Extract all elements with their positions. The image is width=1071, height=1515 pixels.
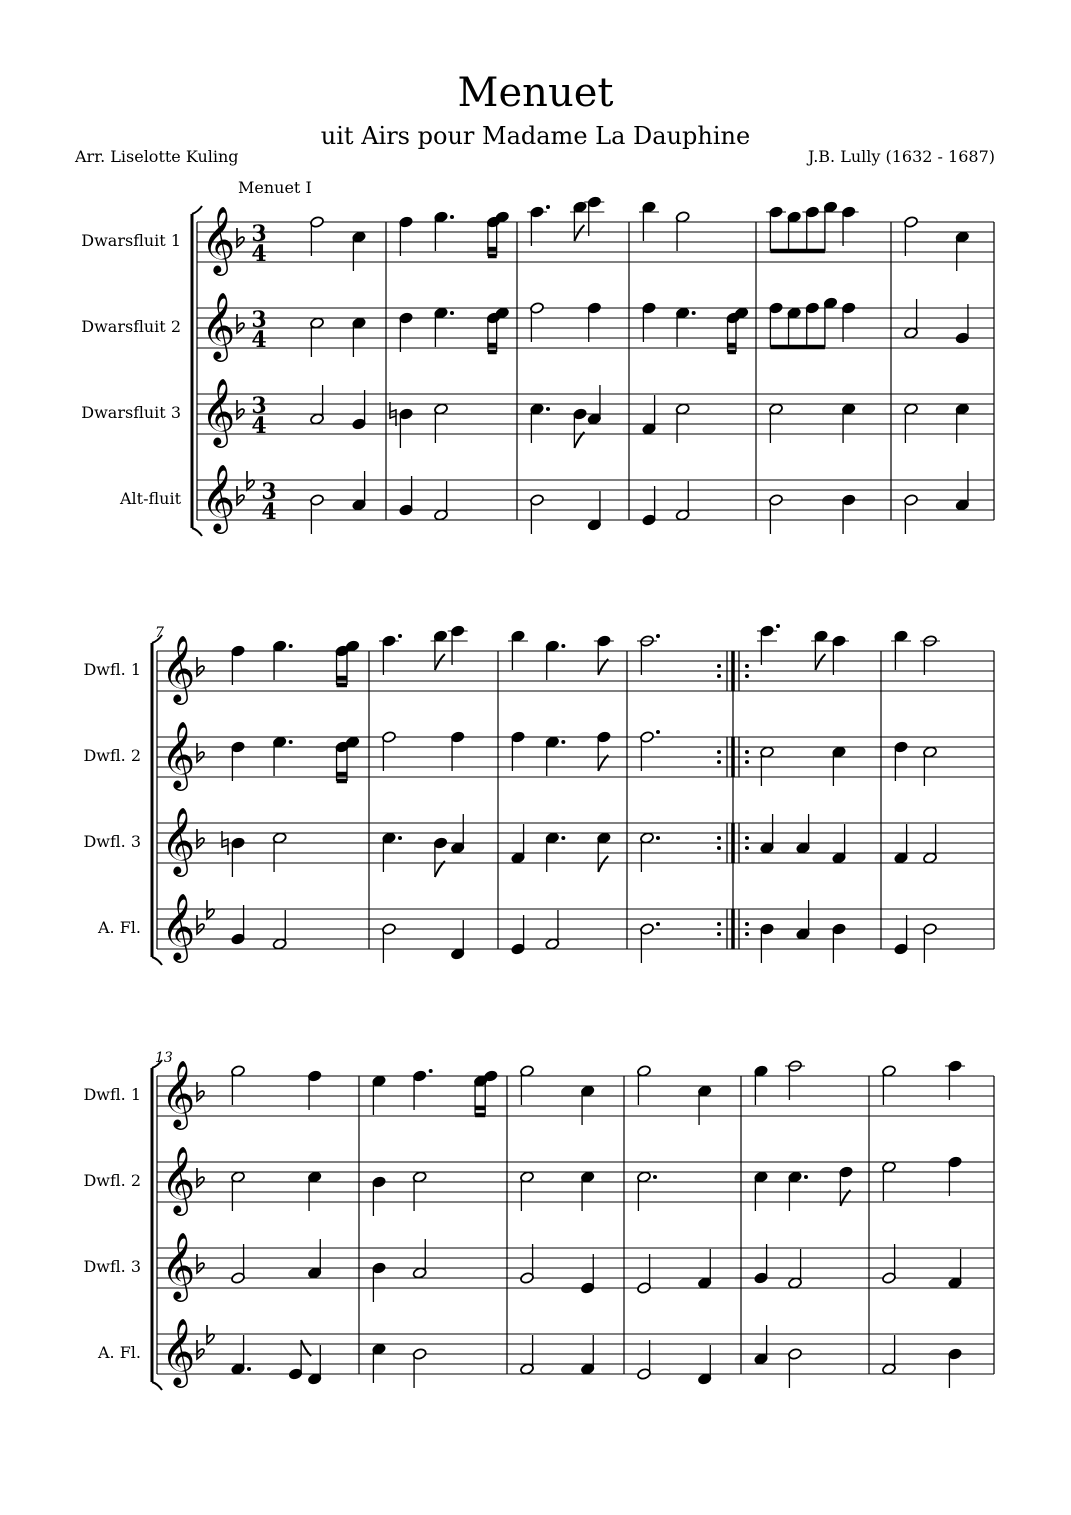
treble-clef-icon: 𝄞 — [201, 205, 236, 273]
flat-sign — [197, 1254, 204, 1273]
note — [545, 640, 565, 680]
augmentation-dot — [656, 836, 660, 840]
note — [832, 824, 847, 864]
note — [841, 302, 856, 342]
flat-sign — [237, 228, 244, 247]
augmentation-dot — [398, 634, 402, 638]
flat-sign — [197, 743, 204, 762]
treble-clef-icon: 𝄞 — [201, 377, 236, 445]
note — [829, 635, 849, 675]
note — [352, 390, 367, 430]
staff-4 — [97, 1317, 994, 1388]
note — [307, 1070, 322, 1110]
note — [597, 731, 612, 771]
augmentation-dot — [561, 740, 565, 744]
note — [345, 736, 360, 776]
staff-2 — [83, 1145, 994, 1216]
note — [352, 471, 367, 511]
note — [894, 824, 909, 864]
note — [697, 1085, 712, 1125]
note — [769, 302, 784, 342]
treble-clef-icon: 𝄞 — [161, 1145, 196, 1213]
note — [841, 494, 856, 534]
note — [352, 231, 367, 271]
note — [675, 403, 690, 443]
repeat-dot — [717, 836, 721, 840]
note — [640, 922, 660, 963]
note — [788, 1171, 808, 1211]
note — [431, 630, 451, 670]
note — [580, 1254, 595, 1294]
repeat-dot — [717, 922, 721, 926]
treble-clef-icon: 𝄞 — [201, 291, 236, 359]
note — [412, 1069, 432, 1110]
note — [495, 211, 510, 251]
note — [272, 910, 287, 950]
note — [955, 471, 970, 511]
instrument-label: Alt-fluit — [119, 489, 181, 508]
treble-clef-icon: 𝄞 — [161, 1059, 196, 1127]
flag — [598, 856, 608, 872]
flag — [815, 654, 825, 670]
note — [382, 832, 402, 872]
note — [760, 923, 775, 963]
note — [904, 494, 919, 534]
note — [697, 1345, 712, 1385]
treble-clef-icon: 𝄞 — [161, 1317, 196, 1385]
note — [450, 920, 465, 960]
note — [802, 206, 822, 246]
repeat-dot — [745, 664, 749, 668]
treble-clef-icon: 𝄞 — [161, 806, 196, 874]
note — [597, 832, 612, 872]
note — [734, 307, 749, 347]
note — [637, 1171, 657, 1211]
note — [923, 746, 938, 786]
augmentation-dot — [656, 634, 660, 638]
instrument-label: Dwarsfluit 3 — [81, 403, 181, 422]
note — [769, 494, 784, 534]
note — [832, 746, 847, 786]
note — [484, 1070, 499, 1110]
note — [642, 302, 657, 342]
note — [948, 1156, 963, 1196]
note — [511, 915, 526, 955]
repeat-dot — [717, 750, 721, 754]
note — [637, 634, 660, 675]
note — [307, 1239, 322, 1279]
augmentation-dot — [804, 1175, 808, 1179]
note — [675, 211, 690, 251]
repeat-dot — [745, 750, 749, 754]
note — [839, 206, 859, 246]
augmentation-dot — [546, 205, 550, 209]
staff-1 — [83, 624, 994, 705]
repeat-dot — [745, 760, 749, 764]
staff-1 — [83, 1059, 994, 1130]
note — [882, 1244, 897, 1284]
augmentation-dot — [656, 730, 660, 734]
note — [787, 211, 802, 251]
staff-2 — [81, 291, 994, 362]
note — [587, 385, 602, 425]
repeat-dot — [745, 674, 749, 678]
note — [272, 640, 292, 680]
note — [231, 1065, 246, 1105]
treble-clef-icon: 𝄞 — [161, 720, 196, 788]
staff-1 — [81, 196, 994, 276]
note — [434, 403, 449, 443]
note — [948, 1348, 963, 1388]
note — [766, 206, 786, 246]
note — [675, 481, 690, 521]
augmentation-dot — [429, 1069, 433, 1073]
note — [545, 832, 565, 872]
note — [231, 905, 246, 945]
augmentation-dot — [289, 644, 293, 648]
note — [530, 302, 545, 342]
augmentation-dot — [561, 836, 565, 840]
note — [594, 635, 614, 675]
flat-sign — [197, 829, 204, 848]
note — [527, 205, 550, 246]
treble-clef-icon: 𝄞 — [161, 634, 196, 702]
instrument-label: Dwfl. 2 — [83, 1171, 141, 1190]
note — [310, 216, 325, 256]
note — [587, 491, 602, 531]
note — [796, 900, 811, 940]
note — [412, 1171, 427, 1211]
instrument-label: A. Fl. — [97, 918, 141, 937]
time-signature-bottom: 4 — [251, 241, 267, 267]
note — [894, 915, 909, 955]
note — [520, 1244, 535, 1284]
note — [955, 231, 970, 271]
note — [307, 1345, 322, 1385]
repeat-dot — [745, 932, 749, 936]
instrument-label: A. Fl. — [97, 1343, 141, 1362]
instrument-label: Dwfl. 1 — [83, 660, 141, 679]
measure-number: 13 — [155, 1050, 173, 1066]
staff-3 — [83, 806, 994, 877]
note — [231, 1335, 251, 1375]
note — [904, 299, 919, 339]
augmentation-dot — [561, 644, 565, 648]
system-1 — [81, 196, 994, 536]
repeat-dot — [717, 846, 721, 850]
note — [272, 832, 287, 872]
note — [787, 307, 802, 347]
augmentation-dot — [692, 311, 696, 315]
note — [637, 1065, 652, 1105]
note — [955, 403, 970, 443]
time-signature-top: 3 — [261, 479, 277, 505]
staff-4 — [97, 892, 994, 963]
note — [891, 630, 911, 670]
augmentation-dot — [656, 922, 660, 926]
note — [310, 385, 325, 425]
flag — [574, 225, 584, 241]
note — [379, 634, 402, 675]
flat-sign — [197, 1340, 204, 1359]
augmentation-dot — [653, 1175, 657, 1179]
note — [904, 403, 919, 443]
augmentation-dot — [247, 1367, 251, 1371]
note — [923, 824, 938, 864]
staff-3 — [83, 1231, 994, 1302]
note — [433, 837, 448, 877]
composer-credit: J.B. Lully (1632 - 1687) — [808, 147, 995, 166]
note — [448, 625, 468, 665]
note — [231, 645, 246, 685]
note — [894, 741, 909, 781]
note — [955, 304, 970, 344]
flat-sign — [197, 1168, 204, 1187]
note — [520, 1335, 535, 1375]
treble-clef-icon: 𝄞 — [161, 1231, 196, 1299]
note — [769, 403, 784, 443]
augmentation-dot — [546, 407, 550, 411]
note — [412, 1348, 427, 1388]
note — [785, 1060, 805, 1100]
treble-clef-icon: 𝄞 — [161, 892, 196, 960]
staff-2 — [83, 720, 994, 791]
note — [675, 307, 695, 347]
system-3 — [83, 1050, 994, 1390]
augmentation-dot — [776, 624, 780, 628]
note — [841, 403, 856, 443]
note — [382, 923, 397, 963]
note — [823, 297, 838, 337]
note — [307, 1171, 322, 1211]
note — [760, 814, 775, 854]
repeat-dot — [717, 664, 721, 668]
note — [788, 1249, 803, 1289]
time-signature-top: 3 — [251, 393, 267, 419]
note — [231, 741, 246, 781]
note — [495, 307, 510, 347]
note — [796, 814, 811, 854]
note — [530, 403, 550, 443]
note — [788, 1348, 803, 1388]
instrument-label: Dwarsfluit 2 — [81, 317, 181, 336]
note — [811, 630, 831, 670]
note — [570, 201, 590, 241]
note — [352, 317, 367, 357]
note — [545, 736, 565, 776]
page-title: Menuet — [457, 70, 614, 116]
flat-sign — [197, 657, 204, 676]
repeat-dot — [717, 674, 721, 678]
note — [345, 640, 360, 680]
note — [757, 624, 780, 665]
note — [923, 923, 938, 963]
note — [587, 302, 602, 342]
note — [640, 730, 660, 771]
note — [754, 1244, 769, 1284]
flat-sign — [237, 400, 244, 419]
note — [390, 402, 413, 448]
repeat-dot — [745, 922, 749, 926]
note — [399, 216, 414, 256]
note — [508, 630, 528, 670]
note — [434, 307, 454, 347]
note — [310, 317, 325, 357]
augmentation-dot — [450, 311, 454, 315]
note — [821, 201, 841, 241]
note — [434, 481, 449, 521]
note — [697, 1249, 712, 1289]
note — [372, 1176, 387, 1216]
note — [372, 1343, 387, 1383]
note — [580, 1171, 595, 1211]
flag — [435, 654, 445, 670]
staff-4 — [119, 463, 994, 534]
note — [882, 1161, 897, 1201]
flat-sign — [197, 1082, 204, 1101]
augmentation-dot — [289, 740, 293, 744]
system-2 — [83, 624, 994, 965]
note — [945, 1060, 965, 1100]
instrument-label: Dwfl. 3 — [83, 1257, 141, 1276]
note — [222, 831, 245, 877]
time-signature-bottom: 4 — [251, 413, 267, 439]
note — [639, 201, 659, 241]
note — [637, 1340, 652, 1380]
note — [231, 1244, 246, 1284]
note — [573, 408, 588, 448]
note — [520, 1065, 535, 1105]
note — [412, 1239, 427, 1279]
note — [642, 395, 657, 435]
note — [372, 1075, 387, 1115]
note — [511, 824, 526, 864]
note — [642, 486, 657, 526]
note — [511, 731, 526, 771]
flat-sign — [197, 915, 204, 934]
note — [310, 494, 325, 534]
time-signature-top: 3 — [251, 221, 267, 247]
note — [580, 1085, 595, 1125]
note — [832, 923, 847, 963]
instrument-label: Dwfl. 2 — [83, 746, 141, 765]
note — [399, 476, 414, 516]
note — [882, 1335, 897, 1375]
repeat-dot — [717, 760, 721, 764]
note — [399, 312, 414, 352]
note — [760, 746, 775, 786]
augmentation-dot — [398, 836, 402, 840]
note — [272, 736, 292, 776]
note — [450, 731, 465, 771]
note — [882, 1065, 897, 1105]
treble-clef-icon: 𝄞 — [201, 463, 236, 531]
note — [580, 1335, 595, 1375]
note — [805, 302, 820, 342]
note — [372, 1262, 387, 1302]
note — [640, 832, 660, 872]
instrument-label: Dwfl. 3 — [83, 832, 141, 851]
note — [231, 1171, 246, 1211]
time-signature-bottom: 4 — [251, 327, 267, 353]
repeat-dot — [717, 932, 721, 936]
note — [520, 1171, 535, 1211]
arranger-credit: Arr. Liselotte Kuling — [75, 147, 239, 166]
note — [382, 731, 397, 771]
augmentation-dot — [450, 215, 454, 219]
repeat-dot — [745, 846, 749, 850]
instrument-label: Dwfl. 1 — [83, 1085, 141, 1104]
note — [754, 1065, 769, 1105]
note — [948, 1249, 963, 1289]
note — [839, 1166, 854, 1206]
time-signature-bottom: 4 — [261, 499, 277, 525]
note — [754, 1171, 769, 1211]
flat-sign — [237, 314, 244, 333]
note — [637, 1254, 652, 1294]
instrument-label: Dwarsfluit 1 — [81, 231, 181, 250]
note — [545, 910, 560, 950]
time-signature-top: 3 — [251, 307, 267, 333]
note — [450, 814, 465, 854]
note — [434, 211, 454, 251]
staff-3 — [81, 377, 994, 448]
note — [530, 494, 545, 534]
flat-sign — [237, 486, 244, 505]
note — [904, 216, 919, 256]
note — [754, 1325, 769, 1365]
measure-number: 7 — [155, 625, 164, 641]
note — [920, 635, 940, 675]
repeat-dot — [745, 836, 749, 840]
tempo-mark: Menuet I — [238, 178, 312, 197]
note — [584, 196, 604, 236]
page-subtitle: uit Airs pour Madame La Dauphine — [320, 122, 751, 150]
